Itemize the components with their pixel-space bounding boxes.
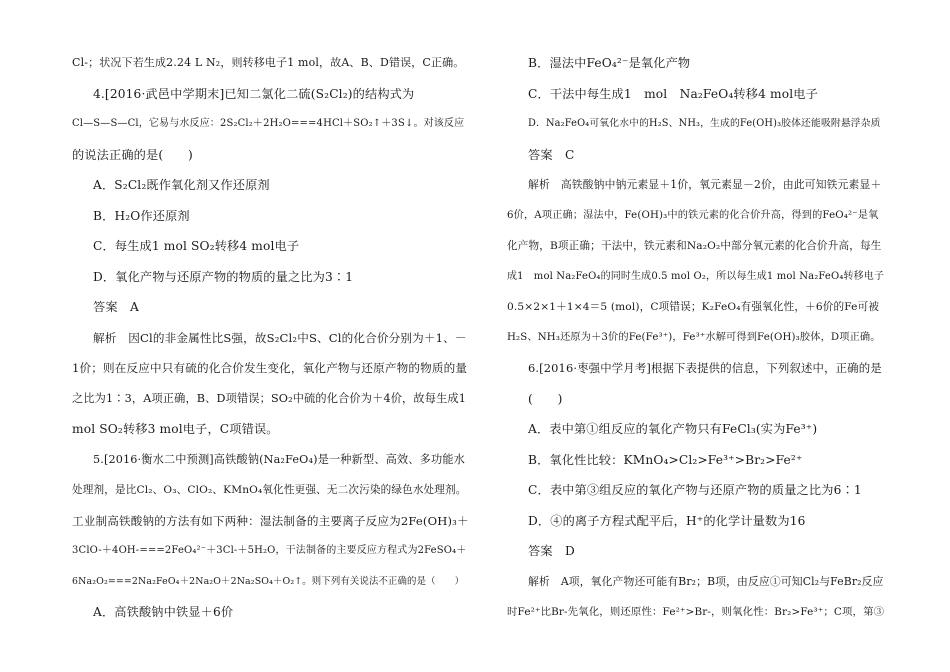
right-column-line: B．氧化性比较：KMnO₄>Cl₂>Fe³⁺>Br₂>Fe²⁺ <box>528 452 803 467</box>
left-column-line: Cl-；状况下若生成2.24 L N₂，则转移电子1 mol，故A、B、D错误，C正确。 <box>72 56 465 69</box>
right-column-line: 6价，A项正确；湿法中，Fe(OH)₃中的铁元素的化合价升高，得到的FeO₄²⁻是氧 <box>507 209 879 221</box>
right-column-line: C．表中第③组反应的氧化产物与还原产物的质量之比为6∶1 <box>528 483 862 497</box>
right-column-line: 成1 mol Na₂FeO₄的同时生成0.5 mol O₂，所以每生成1 mol Na₂FeO₄转移电子 <box>507 270 885 282</box>
right-column-line: 解析 A项，氧化产物还可能有Br₂；B项，由反应①可知Cl₂与FeBr₂反应 <box>528 574 884 588</box>
left-column-line: 处理剂，是比Cl₂、O₃、ClO₂、KMnO₄氧化性更强、无二次污染的绿色水处理剂。 <box>72 484 467 496</box>
left-column-line: 解析 因Cl的非金属性比S强，故S₂Cl₂中S、Cl的化合价分别为＋1、－ <box>93 330 467 345</box>
right-column-line: 化产物，B项正确；干法中，铁元素和Na₂O₂中部分氧元素的化合价升高，每生 <box>507 240 882 252</box>
right-column-line: C．干法中每生成1 mol Na₂FeO₄转移4 mol电子 <box>528 86 818 101</box>
left-column-line: C．每生成1 mol SO₂转移4 mol电子 <box>93 239 300 253</box>
right-column-line: H₂S、NH₃还原为＋3价的Fe(Fe³⁺)，Fe³⁺水解可得到Fe(OH)₃胶体，D项正确。 <box>507 331 881 343</box>
left-column-line: B．H₂O作还原剂 <box>93 208 190 223</box>
left-column-line: 工业制高铁酸钠的方法有如下两种：湿法制备的主要离子反应为2Fe(OH)₃＋ <box>72 513 469 528</box>
left-column-line: D．氧化产物与还原产物的物质的量之比为3∶1 <box>93 269 354 284</box>
right-column-line: 时Fe²⁺比Br-先氧化，则还原性：Fe²⁺>Br-，则氧化性：Br₂>Fe³⁺；C项，第③ <box>507 606 885 618</box>
left-column-line: 的说法正确的是( ) <box>72 147 193 162</box>
right-column-line: 答案 D <box>528 544 575 558</box>
right-column-line: 答案 C <box>528 147 575 162</box>
left-column-line: 1价；则在反应中只有硫的化合价发生变化，氧化产物与还原产物的物质的量 <box>72 361 468 375</box>
right-column-line: 0.5×2×1＋1×4＝5 (mol)，C项错误；K₂FeO₄有强氧化性，＋6价的Fe可被 <box>507 301 880 313</box>
left-column-line: mol SO₂转移3 mol电子，C项错误。 <box>72 422 279 436</box>
right-column-line: D．④的离子方程式配平后，H⁺的化学计量数为16 <box>528 513 806 528</box>
left-column-line: 3ClO-＋4OH-===2FeO₄²⁻＋3Cl-＋5H₂O，干法制备的主要反应方程式为2FeSO₄＋ <box>72 545 467 556</box>
right-column-line: 解析 高铁酸钠中钠元素显＋1价，氧元素显－2价，由此可知铁元素显＋ <box>528 178 882 191</box>
right-column-line: 6.[2016·枣强中学月考]根据下表提供的信息，下列叙述中，正确的是 <box>528 361 882 375</box>
left-column-line: Cl—S—S—Cl，它易与水反应：2S₂Cl₂＋2H₂O===4HCl＋SO₂↑＋3S↓。对该反应 <box>72 118 465 129</box>
right-column-line: B．湿法中FeO₄²⁻是氧化产物 <box>528 56 691 70</box>
right-column-line: ( ) <box>528 391 563 406</box>
left-column-line: 5.[2016·衡水二中预测]高铁酸钠(Na₂FeO₄)是一种新型、高效、多功能水 <box>93 452 465 466</box>
left-column-line: 4.[2016·武邑中学期末]已知二氯化二硫(S₂Cl₂)的结构式为 <box>93 86 415 101</box>
left-column-line: 答案 A <box>93 300 139 314</box>
left-column-line: 6Na₂O₂===2Na₂FeO₄＋2Na₂O＋2Na₂SO₄＋O₂↑。则下列有关说法不正确的是（ ） <box>72 575 465 587</box>
left-column-line: A．S₂Cl₂既作氧化剂又作还原剂 <box>93 178 270 192</box>
right-column-line: A．表中第①组反应的氧化产物只有FeCl₃(实为Fe³⁺) <box>528 422 818 436</box>
left-column-line: 之比为1∶3，A项正确，B、D项错误；SO₂中硫的化合价为＋4价，故每生成1 <box>72 391 467 405</box>
left-column-line: A．高铁酸钠中铁显＋6价 <box>93 605 234 619</box>
right-column-line: D．Na₂FeO₄可氧化水中的H₂S、NH₃，生成的Fe(OH)₃胶体还能吸附悬浮杂质 <box>528 118 881 129</box>
